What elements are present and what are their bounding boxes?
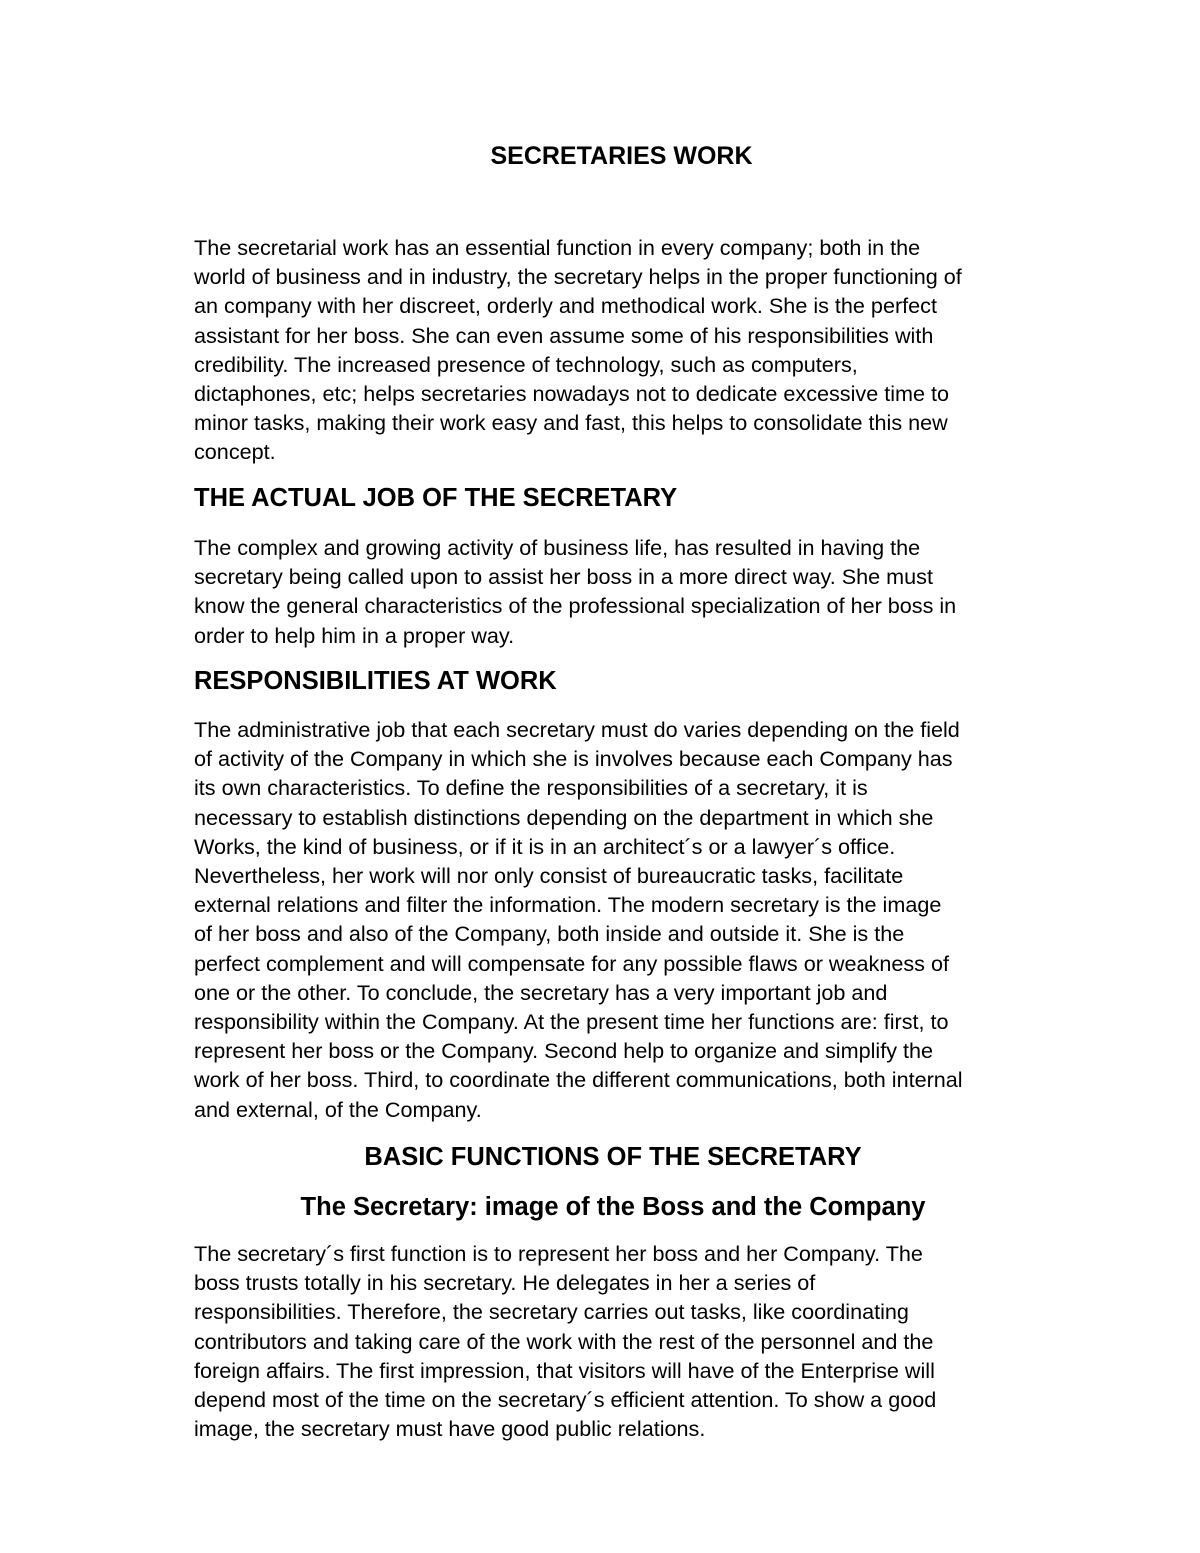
document-title: SECRETARIES WORK bbox=[490, 142, 753, 170]
section-subheading-image: The Secretary: image of the Boss and the Company bbox=[300, 1193, 926, 1221]
section-heading-actual-job: THE ACTUAL JOB OF THE SECRETARY bbox=[194, 484, 678, 512]
section-heading-basic-functions: BASIC FUNCTIONS OF THE SECRETARY bbox=[364, 1143, 862, 1171]
basic-functions-paragraph: The secretary´s first function is to represent her boss and her Company. The boss trusts totally in his secretary. He delegates in her a series of responsibilities. Therefore, the secretary carries out tasks, like coordinating contributors and taking care of the work with the rest of the personnel and the foreign affairs. The first impression, that visitors will have of the Enterprise will depend most of the time on the secretary´s efficient attention. To show a good image, the secretary must have good public relations. bbox=[194, 1241, 937, 1442]
intro-paragraph: The secretarial work has an essential function in every company; both in the world of business and in industry, the secretary helps in the proper functioning of an company with her discreet, orderly and methodical work. She is the perfect assistant for her boss. She can even assume some of his responsibilities with credibility. The increased presence of technology, such as computers, dictaphones, etc; helps secretaries nowadays not to dedicate excessive time to minor tasks, making their work easy and fast, this helps to consolidate this new concept. bbox=[194, 235, 962, 465]
actual-job-paragraph: The complex and growing activity of business life, has resulted in having the secretary being called upon to assist her boss in a more direct way. She must know the general characteristics of the professional specialization of her boss in order to help him in a proper way. bbox=[194, 535, 957, 648]
responsibilities-paragraph: The administrative job that each secretary must do varies depending on the field of activity of the Company in which she is involves because each Company has its own characteristics. To define the responsibilities of a secretary, it is necessary to establish distinctions depending on the department in which she Works, the kind of business, or if it is in an architect´s or a lawyer´s office. Nevertheless, her work will nor only consist of bureaucratic tasks, facilitate external relations and filter the information. The modern secretary is the image of her boss and also of the Company, both inside and outside it. She is the perfect complement and will compensate for any possible flaws or weakness of one or the other. To conclude, the secretary has a very important job and responsibility within the Company. At the present time her functions are: first, to represent her boss or the Company. Second help to organize and simplify the work of her boss. Third, to coordinate the different communications, both internal and external, of the Company. bbox=[194, 717, 963, 1122]
section-heading-responsibilities: RESPONSIBILITIES AT WORK bbox=[194, 667, 557, 695]
